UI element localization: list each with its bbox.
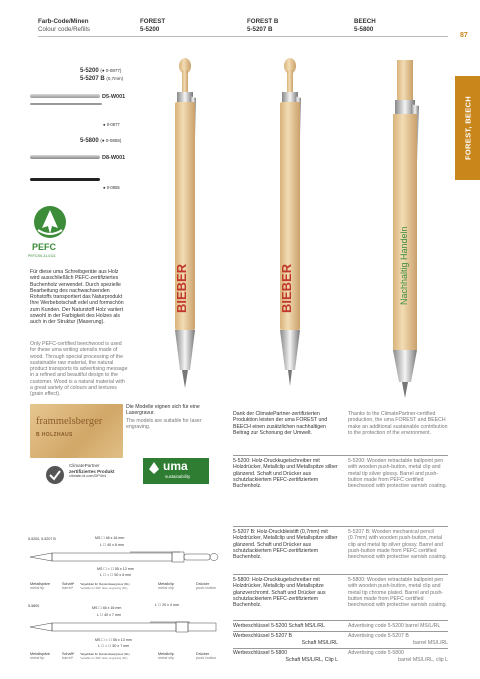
pefc-logo — [28, 204, 72, 258]
diagram2-label: 5-5800 — [28, 604, 40, 608]
diagram2-l: L ☐ 40 x 7 mm — [97, 613, 121, 617]
pen-print-brand: BIEBER — [174, 263, 189, 313]
diagram1-ms2: MS ☐ = ☐ 55 x 13 mm — [97, 567, 134, 571]
climatepartner-icon — [45, 465, 65, 485]
d2-part-barrel: Schaft* barrel* — [62, 652, 75, 661]
desc-5207-en: 5-5207 B: Wooden mechanical pencil (0.7mm) with wooden push-button, metal clip and metal tip silver glossy. Barrel and push-button made from PEFC certified beechwood with protective varnish coating. — [348, 529, 447, 561]
header-col2 — [247, 18, 278, 34]
adkey-rule-0 — [233, 620, 448, 621]
desc-5200-de: 5-5200: Holz-Druckkugelschreiber mit Holzdrücker, Metallclip und Metallspitze silber glänzend. Schaft und Drücker aus schutzlackiertem PEFC-zertifiziertem Buchenholz. — [233, 458, 338, 490]
leaf-icon — [149, 462, 159, 474]
d2-part-note: *abgebildet für Rundumlasergravur (RL) *suitable for 360° laser engraving (RL) — [80, 652, 130, 661]
adkey-5207-de2: Schaft MS/L/RL — [301, 640, 338, 646]
adkey-5800-de1: Werbeschlüssel 5-5800 — [233, 650, 288, 656]
d1-part-tip: Metallspitze metal tip — [30, 582, 51, 591]
col3-title: BEECH — [354, 18, 376, 25]
col3-code: 5-5800 — [354, 26, 374, 33]
col2-title: FOREST B — [247, 18, 279, 25]
header-col3 — [354, 18, 376, 34]
desc-5200-en: 5-5200: Wooden retractable ballpoint pen with wooden push-button, metal clip and metal tip silver glossy. Barrel and push-button made from PEFC certified beechwood with protective varnish coating. — [348, 458, 447, 490]
climate-en: Thanks to the ClimatePartner-certified production, the uma FOREST and BEECH make an additional sustainable contribution to the protection of the environment. — [348, 411, 448, 436]
col1-title: FOREST — [140, 18, 166, 25]
sample-sub: B HOLZHAUS — [36, 432, 73, 438]
pefc-label: PEFC — [32, 242, 57, 252]
refill-color-d5: ● 0-0877 — [103, 122, 120, 127]
refill-color-d8: ● 0-0855 — [103, 185, 120, 190]
pefc-tree-icon — [28, 204, 72, 244]
side-tab — [455, 76, 480, 180]
page-number: 87 — [460, 32, 468, 39]
header-rule — [38, 36, 448, 37]
desc-5800-en: 5-5800: Wooden retractable ballpoint pen with wooden push-button, metal clip and metal tip chrome plated. Barrel and push-button made from PEFC certified beechwood with protective varnish coating. — [348, 577, 447, 609]
header-col0-de: Farb-Code/Minen — [38, 18, 89, 25]
adkey-rule-2 — [233, 648, 448, 649]
adkey-5800-de2: Schaft MS/L/RL, Clip L — [285, 657, 338, 663]
header-col0-en: Colour code/Refills — [38, 26, 90, 33]
pen-forest — [160, 58, 210, 398]
adkey-5800-en1: Advertising code 5-5800 — [348, 650, 404, 656]
climate-de: Dank der ClimatePartner-zertifizierten Produktion leisten der uma FOREST und BEECH einen zusätzlichen nachhaltigen Beitrag zur Schonung der Umwelt. — [233, 411, 328, 436]
desc-5800-de: 5-5800: Holz-Druckkugelschreiber mit Holzdrücker, Metallclip und Metallspitze glanzverchromt. Schaft und Drücker aus schutzlackiertem PEFC-zertifiziertem Buchenholz. — [233, 577, 326, 609]
sample-note-en: The models are suitable for laser engraving. — [126, 418, 202, 431]
uma-sub: sustainability — [165, 474, 191, 479]
desc-rule-2 — [233, 574, 448, 575]
diagram1-l2: L ☐ = ☐ 50 x 6 mm — [100, 573, 132, 577]
refill-code-1: 5-5200 (● 0-0877) — [80, 68, 122, 74]
adkey-5200-de: Werbeschlüssel 5-5200 Schaft MS/L/RL — [233, 623, 325, 629]
pen-beech — [375, 60, 435, 400]
diagram1-label: 5-5200, 5-5207 B — [28, 537, 56, 541]
side-tab-label: FOREST, BEECH — [463, 96, 472, 160]
adkey-5207-de1: Werbeschlüssel 5-5207 B — [233, 633, 293, 639]
col1-code: 5-5200 — [140, 26, 160, 33]
adkey-5800-en2: barrel MS/L/RL, clip L — [398, 657, 448, 663]
refill-d8-black — [30, 178, 100, 181]
desc-5207-de: 5-5207 B: Holz-Druckbleistift (0,7mm) mit Holzdrücker, Metallclip und Metallspitze silber glänzend. Schaft und Drücker aus schutzlackiertem PEFC-zertifiziertem Buchenholz. — [233, 529, 338, 561]
adkey-5200-en: Advertising code 5-5200 barrel MS/L/RL — [348, 623, 441, 629]
pefc-cert: PEFC/06-31-0111 — [28, 254, 56, 258]
d1-part-clip: Metallclip metal clip — [158, 582, 175, 591]
climatepartner-logo — [45, 463, 135, 489]
refill-name-d8: D8-W001 — [102, 155, 126, 161]
header-col0 — [38, 18, 90, 34]
adkey-5207-en1: Advertising code 5-5207 B — [348, 633, 409, 639]
refill-d5 — [30, 94, 100, 98]
diagram1-pen — [30, 549, 220, 565]
uma-sustainability-logo — [143, 458, 209, 484]
cp-line3: climate-id.com/DP4h4 — [69, 474, 107, 479]
cp-line1: ClimatePartner — [69, 463, 100, 468]
sample-note-de: Die Modelle eignen sich für eine Lasergravur. — [126, 404, 200, 417]
left-text-de: Für diese uma Schreibgeräte aus Holz wird ausschließlich PEFC-zertifiziertes Buchenholz verwendet. Durch spezielle Bearbeitung des nachwachsenden Rohstoffs transportiert das Naturprodukt Ihre Werbebotschaft edel und formschön zum Kunden. Der Naturstoff Holz variiert sowohl in der Farbigkeit des Holzes als auch in der Struktur (Maserung). — [30, 269, 124, 326]
diagram1-ms: MS ☐ 46 x 16 mm — [95, 536, 125, 540]
d2-part-clip: Metallclip metal clip — [158, 652, 175, 661]
d2-part-tip: Metallspitze metal tip — [30, 652, 51, 661]
uma-wordmark: uma — [163, 459, 188, 473]
pen-beech-print: Nachhaltig Handeln — [399, 226, 409, 305]
sample-brand: frammelsberger — [36, 416, 103, 427]
left-text-en: Only PEFC-certified beechwood is used for these uma writing utensils made of wood. Through special processing of the sustainable raw material, the natural product transports its advertising message in a refined and beautiful design to the customer. Wood is a natural material with a great variety of colours and textures (grain effect). — [30, 341, 128, 398]
diagram2-ms: MS ☐ 46 x 16 mm — [92, 606, 122, 610]
diagram2-clip: L ☐ 20 x 4 mm — [155, 603, 179, 607]
refill-d5-lead — [30, 103, 102, 105]
d1-part-barrel: Schaft* barrel* — [62, 582, 75, 591]
desc-rule-1 — [233, 526, 448, 527]
refill-name-d5: D5-W001 — [102, 94, 126, 100]
d1-part-button: Drücker push-button — [196, 582, 217, 591]
diagram2-l2: L ☐ = ☐ 50 x 7 mm — [98, 644, 130, 648]
diagram2-pen — [30, 619, 220, 635]
refill-code-1b: 5-5207 B (0,7mm) — [80, 76, 124, 82]
diagram2-ms2: MS ☐ = ☐ 55 x 13 mm — [95, 638, 132, 642]
diagram1-l: L ☐ 40 x 8 mm — [100, 543, 124, 547]
refill-d8 — [30, 155, 100, 159]
refill-code-2: 5-5800 (● 0-0855) — [80, 138, 122, 144]
desc-rule-0 — [233, 455, 448, 456]
engraving-sample — [30, 404, 123, 458]
d2-part-button: Drücker push-button — [196, 652, 217, 661]
header-col1 — [140, 18, 165, 34]
adkey-5207-en2: barrel MS/L/RL — [413, 640, 448, 646]
adkey-rule-1 — [233, 631, 448, 632]
d1-part-note: *abgebildet für Rundumlasergravur (RL) *suitable for 360° laser engraving (RL) — [80, 582, 130, 591]
pen-b-print-brand: BIEBER — [279, 263, 294, 313]
col2-code: 5-5207 B — [247, 26, 273, 33]
pen-forest-b — [265, 58, 315, 398]
cp-line2: zertifiziertes Produkt — [69, 468, 115, 474]
